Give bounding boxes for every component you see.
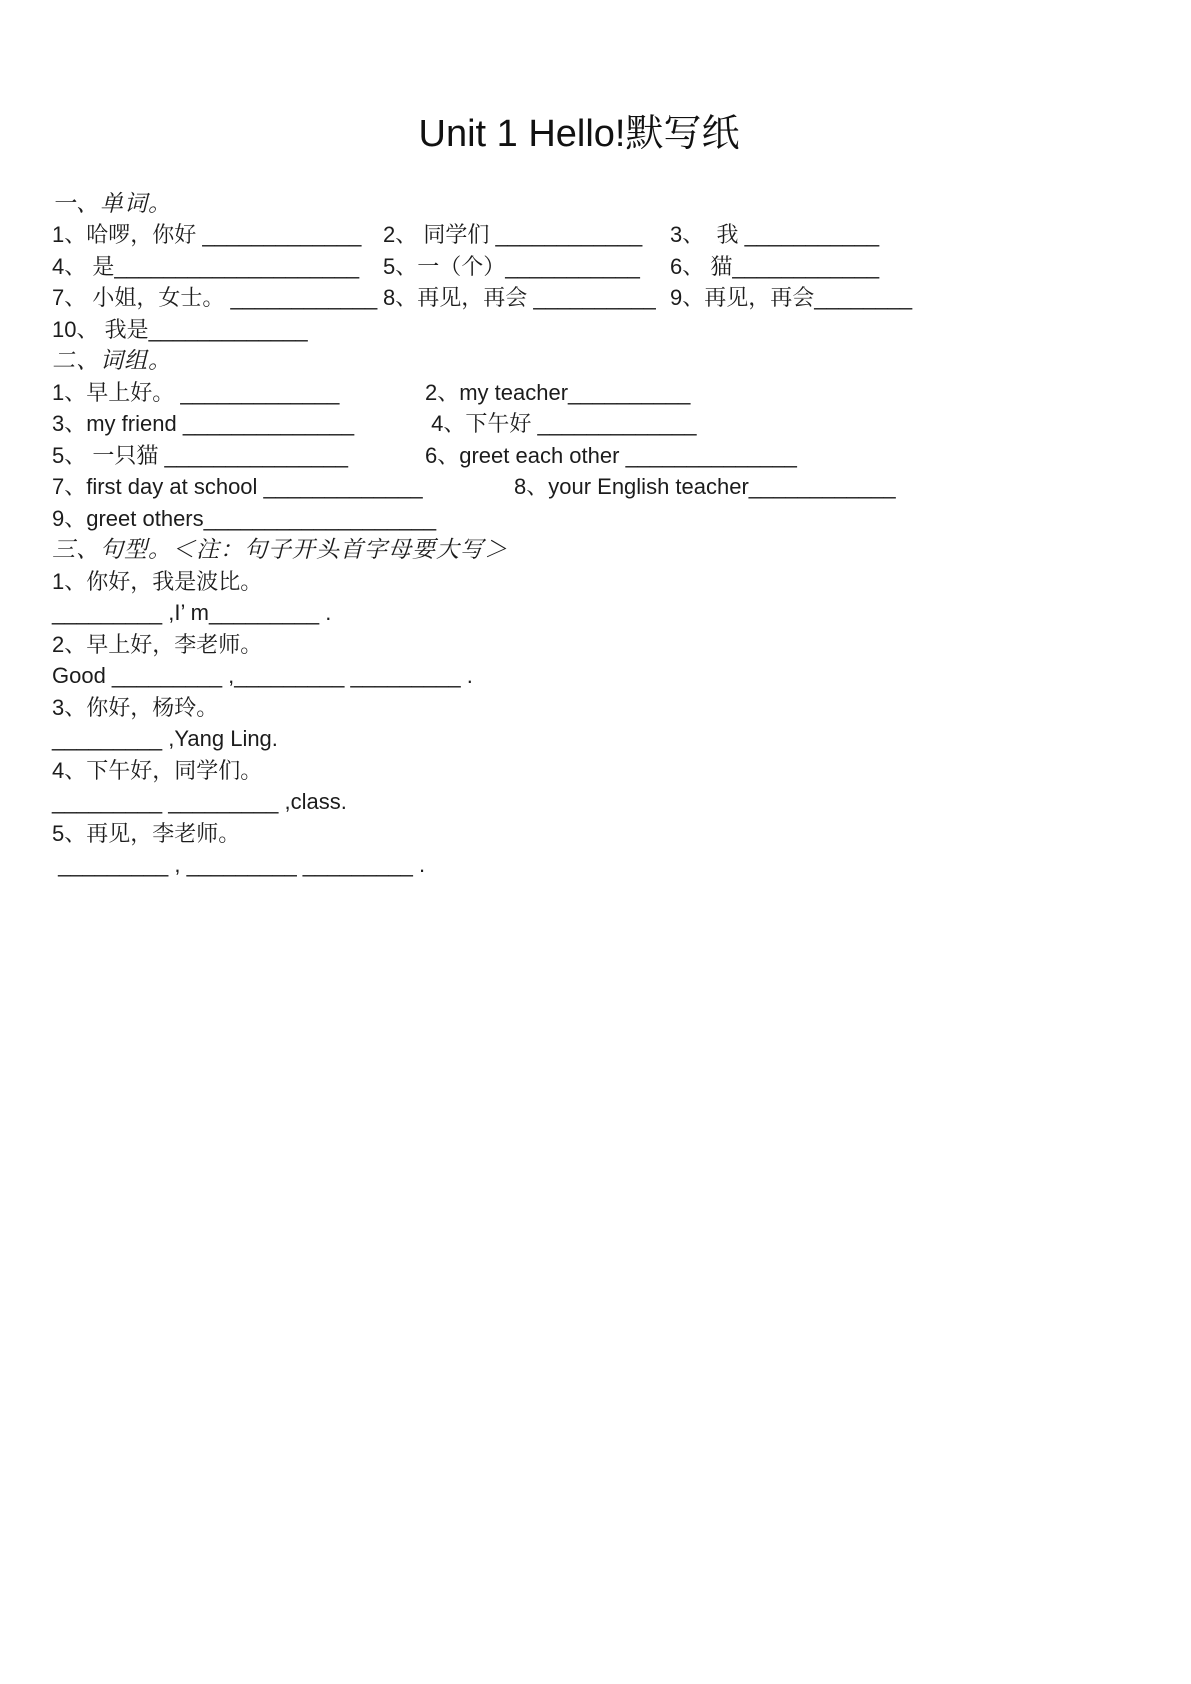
- page-title: Unit 1 Hello!默写纸: [418, 113, 740, 155]
- word-item-2: 2、 同学们 ____________: [383, 222, 643, 248]
- phrases-row-4: [52, 471, 1146, 503]
- phrase-item-1: 1、早上好。 _____________: [52, 379, 340, 405]
- section-phrases-heading: 二、词组。: [52, 348, 172, 374]
- word-item-8: 8、再见，再会 __________: [383, 285, 656, 311]
- phrase-item-9: 9、greet others___________________: [52, 505, 437, 531]
- word-item-10: 10、 我是_____________: [52, 316, 308, 342]
- phrases-row-1: [52, 377, 1146, 409]
- sentence-prompt-5: 5、再见，李老师。: [52, 820, 241, 846]
- phrase-item-3: 3、my friend ______________: [52, 411, 355, 437]
- word-item-4: 4、 是____________________: [52, 253, 360, 279]
- sentence-blank-3: _________ ,Yang Ling.: [52, 726, 278, 752]
- section-words-heading: 一、单词。: [52, 190, 172, 216]
- word-item-6: 6、 猫____________: [670, 253, 880, 279]
- sentence-prompt-2: 2、早上好，李老师。: [52, 631, 263, 657]
- word-item-7: 7、 小姐，女士。 ____________: [52, 285, 378, 311]
- section-sentences-heading: 三、句型。＜注：句子开头首字母要大写＞: [52, 537, 508, 563]
- phrase-item-5: 5、 一只猫 _______________: [52, 442, 348, 468]
- sentence-prompt-4: 4、下午好，同学们。: [52, 757, 263, 783]
- word-item-1: 1、哈啰，你好 _____________: [52, 222, 362, 248]
- word-item-9: 9、再见，再会________: [670, 285, 913, 311]
- sentence-blank-4: _________ _________ ,class.: [52, 789, 347, 815]
- sentence-blank-5: _________ , _________ _________ .: [52, 852, 426, 878]
- sentence-prompt-3: 3、你好，杨玲。: [52, 694, 219, 720]
- phrase-item-4: 4、下午好 _____________: [425, 411, 697, 437]
- phrase-item-2: 2、my teacher__________: [425, 379, 691, 405]
- word-item-5: 5、一（个）___________: [383, 253, 640, 279]
- words-row-3: [52, 282, 1146, 314]
- sentence-blank-2: Good _________ ,_________ _________ .: [52, 663, 473, 689]
- words-row-2: [52, 251, 1146, 283]
- sentence-blank-1: _________ ,I’ m_________ .: [52, 600, 332, 626]
- phrase-item-6: 6、greet each other ______________: [425, 442, 797, 468]
- phrase-item-7: 7、first day at school _____________: [52, 474, 423, 500]
- phrase-item-8: 8、your English teacher____________: [514, 474, 896, 500]
- sentence-prompt-1: 1、你好，我是波比。: [52, 568, 263, 594]
- word-item-3: 3、 我 ___________: [670, 222, 880, 248]
- words-row-1: [52, 219, 1146, 251]
- phrases-row-3: [52, 440, 1146, 472]
- phrases-row-2: [52, 408, 1146, 440]
